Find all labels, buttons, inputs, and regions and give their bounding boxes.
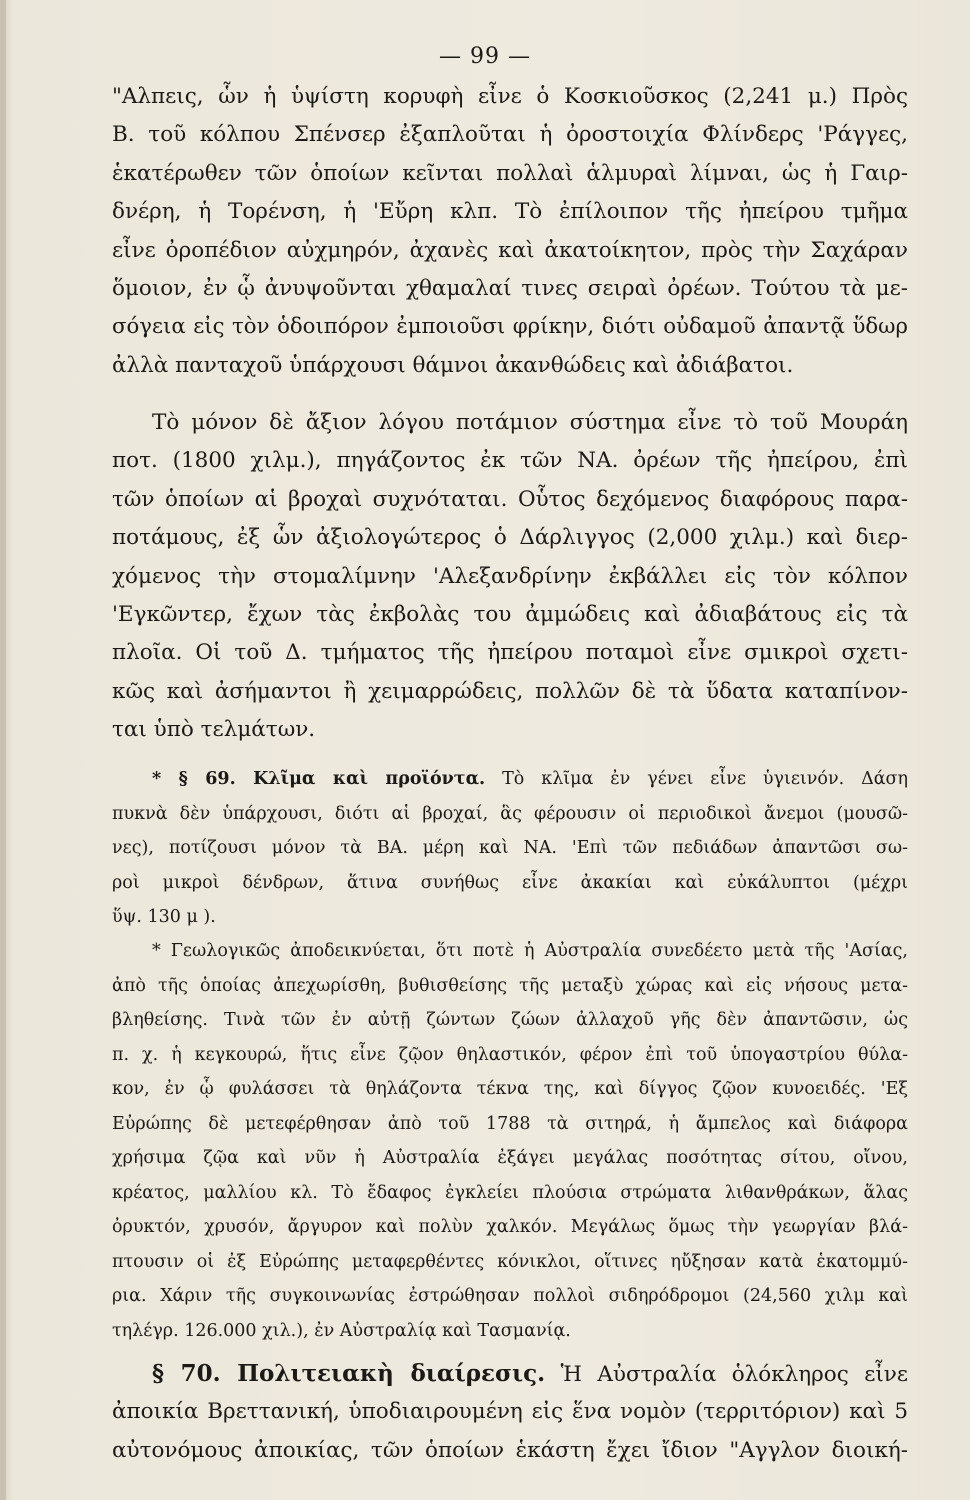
text-line: ὅμοιον, ἐν ᾧ ἀνυψοῦνται χθαμαλαί τινες σειραὶ ὀρέων. Τούτου τὰ με-: [112, 275, 908, 301]
section-70-heading: § 70. Πολιτειακὴ διαίρεσις.: [152, 1360, 546, 1387]
text-line: κον, ἐν ᾧ φυλάσσει τὰ θηλάζοντα τέκνα της, καὶ δίγγος ζῷον κυνοειδές. 'Εξ: [112, 1079, 908, 1099]
text-line: Εὐρώπης δὲ μετεφέρθησαν ἀπὸ τοῦ 1788 τὰ σιτηρά, ἡ ἄμπελος καὶ διάφορα: [112, 1113, 908, 1134]
text-line: βληθείσης. Τινὰ τῶν ἐν αὐτῇ ζώντων ζώων ἀλλαχοῦ γῆς δὲν ἀπαντῶσιν, ὡς: [112, 1010, 908, 1030]
text-line: 'Εγκῶντερ, ἔχων τὰς ἐκβολὰς του ἀμμώδεις καὶ ἀδιαβάτους εἰς τὰ: [112, 601, 908, 627]
text-line: ἀποικία Βρεττανική, ὑποδιαιρουμένη εἰς ἕνα νομὸν (τερριτόριον) καὶ 5: [112, 1399, 908, 1425]
text-line: ὕψ. 130 μ ).: [112, 907, 216, 927]
paragraph-1: [112, 78, 908, 385]
text-line: αὐτονόμους ἀποικίας, τῶν ὁποίων ἑκάστη ἔχει ἴδιον "Αγγλον διοική-: [112, 1437, 908, 1463]
text-line: πυκνὰ δὲν ὑπάρχουσι, διότι αἱ βροχαί, ἃς φέρουσιν οἱ περιοδικοὶ ἄνεμοι (μουσῶ-: [112, 803, 908, 824]
text-line: Β. τοῦ κόλπου Σπένσερ ἐξαπλοῦται ἡ ὀροστοιχία Φλίνδερς 'Ράγγες,: [112, 122, 908, 148]
paragraph-2: [112, 404, 908, 750]
text-line: ται ὑπὸ τελμάτων.: [112, 717, 316, 743]
text-line: ὀρυκτόν, χρυσόν, ἄργυρον καὶ πολὺν χαλκόν. Μεγάλως ὅμως τὴν γεωργίαν βλά-: [112, 1217, 908, 1237]
text-line: ποτάμους, ἐξ ὧν ἀξιολογώτερος ὁ Δάρλιγγος (2,000 χιλμ.) καὶ διερ-: [112, 525, 908, 551]
text-line: τῶν ὁποίων αἱ βροχαὶ συχνόταται. Οὗτος δεχόμενος διαφόρους παρα-: [112, 486, 908, 512]
text-line: ἀπὸ τῆς ὁποίας ἀπεχωρίσθη, βυθισθείσης τῆς μεταξὺ χώρας καὶ εἰς νήσους μετα-: [112, 975, 908, 996]
text-line: * Γεωλογικῶς ἀποδεικνύεται, ὅτι ποτὲ ἡ Αὐστραλία συνεδέετο μετὰ τῆς 'Ασίας,: [152, 941, 908, 961]
text-line: δνέρη, ἡ Τορένση, ἡ 'Εὔρη κλπ. Τὸ ἐπίλοιπον τῆς ἠπείρου τμῆμα: [112, 199, 908, 225]
text-line: χόμενος τὴν στομαλίμνην 'Αλεξανδρίνην ἐκβάλλει εἰς τὸν κόλπον: [112, 563, 908, 589]
text-line: χρήσιμα ζῷα καὶ νῦν ἡ Αὐστραλία ἐξάγει μεγάλας ποσότητας σίτου, οἴνου,: [112, 1148, 908, 1168]
section-69-first-line: [112, 762, 908, 797]
text-line: εἶνε ὀροπέδιον αὐχμηρόν, ἀχανὲς καὶ ἀκατοίκητον, πρὸς τὴν Σαχάραν: [112, 237, 908, 263]
text-line: πλοῖα. Οἱ τοῦ Δ. τμήματος τῆς ἠπείρου ποταμοὶ εἶνε σμικροὶ σχετι-: [112, 640, 908, 666]
text-line: νες), ποτίζουσι μόνον τὰ ΒΑ. μέρη καὶ ΝΑ. 'Επὶ τῶν πεδιάδων ἀπαντῶσι σω-: [112, 838, 908, 858]
text-line: κρέατος, μαλλίου κλ. Τὸ ἔδαφος ἐγκλείει πλούσια στρώματα λιθανθράκων, ἅλας: [112, 1182, 908, 1203]
section-69-heading: * § 69. Κλῖμα καὶ προϊόντα.: [152, 769, 486, 789]
text-line: ρια. Χάριν τῆς συγκοινωνίας ἐστρώθησαν πολλοὶ σιδηρόδρομοι (24,560 χιλμ καὶ: [112, 1286, 908, 1306]
section-70: [112, 1355, 908, 1470]
footnote: [112, 934, 908, 1348]
text-line: "Αλπεις, ὧν ἡ ὑψίστη κορυφὴ εἶνε ὁ Κοσκιοῦσκος (2,241 μ.) Πρὸς: [112, 84, 908, 109]
text-line: ροὶ μικροὶ δένδρων, ἅτινα συνήθως εἶνε ἀκακίαι καὶ εὐκάλυπτοι (μέχρι: [112, 872, 908, 893]
section-69-text: Τὸ κλῖμα ἐν γένει εἶνε ὑγιεινόν. Δάση: [502, 769, 908, 789]
text-line: ποτ. (1800 χιλμ.), πηγάζοντος ἐκ τῶν ΝΑ. ὀρέων τῆς ἠπείρου, ἐπὶ: [112, 448, 908, 474]
text-line: κῶς καὶ ἀσήμαντοι ἢ χειμαρρώδεις, πολλῶν δὲ τὰ ὕδατα καταπίνον-: [112, 678, 908, 704]
section-70-first-line: [112, 1355, 908, 1393]
page-binding-edge: [0, 0, 6, 1500]
section-69: [112, 762, 908, 935]
page-number: — 99 —: [439, 44, 531, 69]
section-70-text: Ἡ Αὐστραλία ὁλόκληρος εἶνε: [560, 1362, 908, 1387]
text-line: π. χ. ἡ κεγκουρώ, ἥτις εἶνε ζῷον θηλαστικόν, φέρον ἐπὶ τοῦ ὑπογαστρίου θύλα-: [112, 1044, 908, 1065]
text-line: Τὸ μόνον δὲ ἄξιον λόγου ποτάμιον σύστημα εἶνε τὸ τοῦ Μουράη: [152, 410, 908, 435]
text-line: πτουσιν οἱ ἐξ Εὐρώπης μεταφερθέντες κόνικλοι, οἵτινες ηὔξησαν κατὰ ἑκατομμύ-: [112, 1251, 908, 1272]
text-line: τηλέγρ. 126.000 χιλ.), ἐν Αὐστραλίᾳ καὶ Τασμανίᾳ.: [112, 1320, 571, 1341]
text-line: ἀλλὰ πανταχοῦ ὑπάρχουσι θάμνοι ἀκανθώδεις καὶ ἀδιάβατοι.: [112, 352, 794, 378]
text-line: ἑκατέρωθεν τῶν ὁποίων κεῖνται πολλαὶ ἁλμυραὶ λίμναι, ὡς ἡ Γαιρ-: [112, 160, 908, 186]
text-line: σόγεια εἰς τὸν ὁδοιπόρον ἐμποιοῦσι φρίκην, διότι οὐδαμοῦ ἀπαντᾷ ὕδωρ: [112, 314, 908, 340]
